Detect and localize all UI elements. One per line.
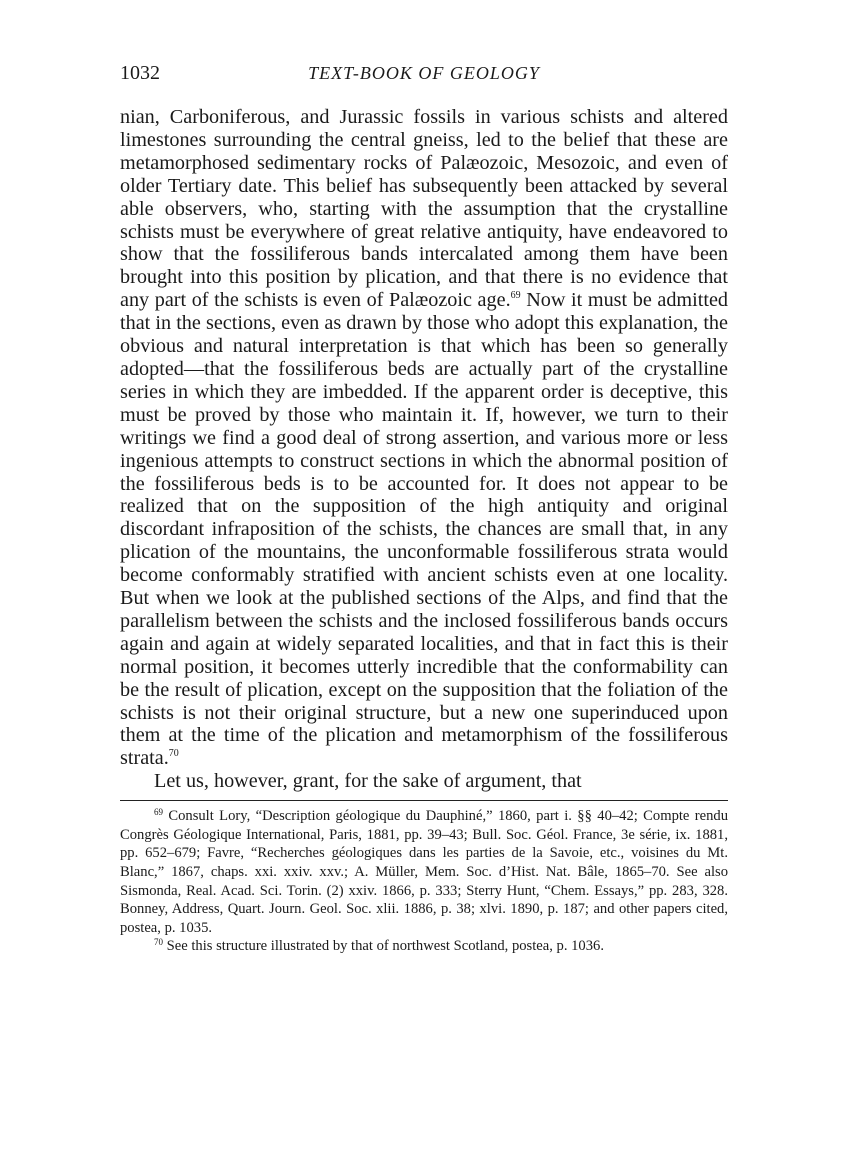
footnote-ref-70: 70 <box>168 748 179 760</box>
running-head <box>120 58 728 92</box>
footnote-ref-69: 69 <box>510 290 521 302</box>
body-text <box>120 106 728 793</box>
footnote-rule <box>120 800 728 801</box>
footnote-70 <box>120 937 728 956</box>
footnote-69-mark: 69 <box>154 807 163 818</box>
footnote-69 <box>120 807 728 937</box>
paragraph-2: Let us, however, grant, for the sake of argument, that <box>154 770 582 793</box>
book-page <box>120 58 728 956</box>
paragraph-1-text-b: Now it must be admitted that in the sections, even as drawn by those who adopt this explanation, the obvious and natural interpretation is that which has been so generally adopted—that the fossiliferous beds are actually part of the crystalline series in which they are imbedded. If the apparent order is deceptive, this must be proved by those who maintain it. If, however, we turn to their writings we find a good deal of strong assertion, and various more or less ingenious attempts to construct sections in which the abnormal position of the fossiliferous beds is to be accounted for. It does not appear to be realized that on the supposition of the high antiquity and original discordant infraposition of the schists, the chances are small that, in any plication of the mountains, the unconformable fossiliferous strata would become conformably stratified with ancient schists even at one locality. But when we look at the published sections of the Alps, and find that the parallelism between the schists and the inclosed fossiliferous bands occurs again and again at widely separated localities, and that in fact this is their normal position, it becomes utterly incredible that the conformability can be the result of plication, except on the supposition that the foliation of the schists is not their original structure, but a new one superinduced upon them at the time of the plication and metamorphism of the fossiliferous strata. <box>120 289 729 770</box>
paragraph-1-text-a: nian, Carboniferous, and Jurassic fossils in various schists and altered limestones surrounding the central gneiss, led to the belief that these are metamorphosed sedimentary rocks of Palæozoic, Mesozoic, and even of older Tertiary date. This belief has subsequently been attacked by several able observers, who, starting with the assumption that the crystalline schists must be everywhere of great relative antiquity, have endeavored to show that the fossiliferous bands intercalated among them have been brought into this position by plication, and that there is no evidence that any part of the schists is even of Palæozoic age. <box>120 106 728 312</box>
footnotes <box>120 807 728 956</box>
footnote-70-text: See this structure illustrated by that of northwest Scotland, postea, p. 1036. <box>163 938 604 955</box>
footnote-69-text: Consult Lory, “Description géologique du Dauphiné,” 1860, part i. §§ 40–42; Compte rendu Congrès Géologique International, Paris, 1881, pp. 39–43; Bull. Soc. Géol. France, 3e série, ix. 1881, pp. 652–679; Favre, “Recherches géologiques dans les parties de la Savoie, etc., voisines du Mt. Blanc,” 1867, chaps. xxi. xxiv. xxv.; A. Müller, Mem. Soc. d’Hist. Nat. Bâle, 1865–70. See also Sismonda, Real. Acad. Sci. Torin. (2) xxiv. 1866, p. 333; Sterry Hunt, “Chem. Essays,” pp. 283, 328. Bonney, Address, Quart. Journ. Geol. Soc. xlii. 1886, p. 38; xlvi. 1890, p. 187; and other papers cited, postea, p. 1035. <box>120 808 728 936</box>
paragraph-1 <box>120 106 728 770</box>
running-title: TEXT-BOOK OF GEOLOGY <box>308 63 540 83</box>
footnote-70-mark: 70 <box>154 937 163 948</box>
page-number: 1032 <box>120 62 160 84</box>
